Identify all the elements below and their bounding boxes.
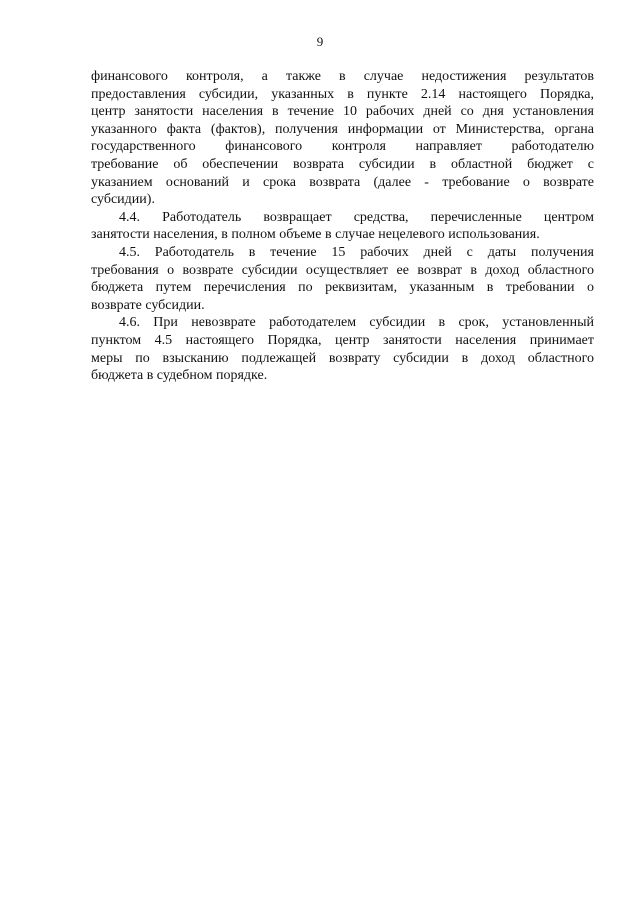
text-line: предоставления субсидии, указанных в пункте 2.14 настоящего Порядка, xyxy=(91,86,594,102)
text-line: 4.4. Работодатель возвращает средства, перечисленные центром xyxy=(119,209,594,225)
text-line: указанием оснований и срока возврата (далее - требование о возврате xyxy=(91,174,594,190)
text-line: указанного факта (фактов), получения информации от Министерства, органа xyxy=(91,121,594,137)
document-body xyxy=(91,68,594,385)
paragraph-4-4 xyxy=(91,209,594,244)
text-line: 4.5. Работодатель в течение 15 рабочих дней с даты получения xyxy=(119,244,594,260)
text-line: возврате субсидии. xyxy=(91,297,205,313)
paragraph-4-5 xyxy=(91,244,594,314)
text-line: занятости населения, в полном объеме в случае нецелевого использования. xyxy=(91,227,540,243)
text-line: пунктом 4.5 настоящего Порядка, центр занятости населения принимает xyxy=(91,332,594,348)
text-line: финансового контроля, а также в случае недостижения результатов xyxy=(91,69,594,84)
paragraph-4-6 xyxy=(91,314,594,384)
text-line: центр занятости населения в течение 10 рабочих дней со дня установления xyxy=(91,104,594,120)
paragraph-continuation xyxy=(91,68,594,209)
text-line: субсидии). xyxy=(91,192,155,208)
text-line: требования о возврате субсидии осуществляет ее возврат в доход областного xyxy=(91,262,594,278)
text-line: требование об обеспечении возврата субсидии в областной бюджет с xyxy=(91,156,594,172)
text-line: бюджета в судебном порядке. xyxy=(91,368,268,384)
text-line: меры по взысканию подлежащей возврату субсидии в доход областного xyxy=(91,350,594,366)
text-line: государственного финансового контроля направляет работодателю xyxy=(91,139,594,155)
page-number: 9 xyxy=(316,34,324,49)
text-line: бюджета путем перечисления по реквизитам, указанным в требовании о xyxy=(91,280,594,296)
text-line: 4.6. При невозврате работодателем субсидии в срок, установленный xyxy=(119,315,594,331)
